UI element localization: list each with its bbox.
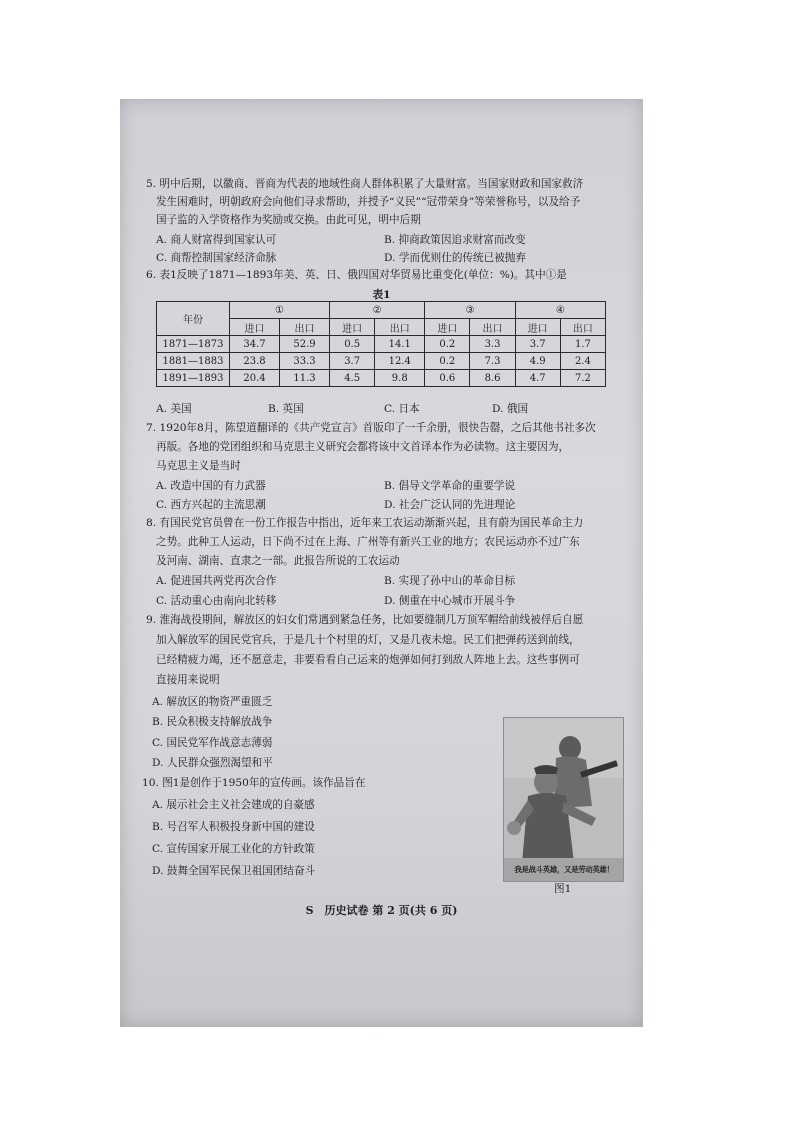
table-cell: 4.7 — [515, 370, 560, 387]
table-cell: 0.5 — [330, 336, 375, 353]
table-cell: 23.8 — [230, 353, 280, 370]
question-10-option-c[interactable]: C. 宣传国家开展工业化的方针政策 — [152, 843, 315, 855]
table-header-row — [157, 302, 606, 319]
trade-table — [156, 301, 606, 387]
table-row — [157, 336, 606, 353]
export-header: 出口 — [560, 319, 605, 336]
question-5-option-a[interactable]: A. 商人财富得到国家认可 — [156, 234, 277, 246]
table-cell: 0.6 — [425, 370, 470, 387]
question-5-line-3: 国子监的入学资格作为奖励或交换。由此可见，明中后期 — [156, 214, 421, 226]
table-cell: 34.7 — [230, 336, 280, 353]
export-header: 出口 — [280, 319, 330, 336]
question-7-option-d[interactable]: D. 社会广泛认同的先进理论 — [384, 499, 516, 511]
poster-caption: 我是战斗英雄，又是劳动英雄！ — [514, 865, 614, 874]
table-cell: 8.6 — [470, 370, 515, 387]
question-6-option-d[interactable]: D. 俄国 — [492, 403, 529, 415]
question-9-line-4: 直接用来说明 — [156, 674, 220, 686]
table-cell: 0.2 — [425, 336, 470, 353]
question-8-option-c[interactable]: C. 活动重心由南向北转移 — [156, 595, 277, 607]
table-cell: 12.4 — [375, 353, 425, 370]
import-header: 进口 — [230, 319, 280, 336]
question-5-option-c[interactable]: C. 商帮控制国家经济命脉 — [156, 252, 277, 264]
question-5-line-2: 发生困难时，明朝政府会向他们寻求帮助，并授予“义民”“冠带荣身”等荣誉称号，以及给予 — [156, 196, 581, 208]
question-9-line-1: 9. 淮海战役期间，解放区的妇女们常遇到紧急任务，比如要缝制几万顶军帽给前线被俘后自愿 — [146, 614, 584, 626]
question-8-option-b[interactable]: B. 实现了孙中山的革命目标 — [384, 575, 516, 587]
table-cell: 9.8 — [375, 370, 425, 387]
question-6-option-b[interactable]: B. 英国 — [268, 403, 304, 415]
propaganda-poster-image — [503, 717, 624, 882]
question-6-option-a[interactable]: A. 美国 — [156, 403, 192, 415]
group-header: ② — [330, 302, 425, 319]
table-cell: 7.3 — [470, 353, 515, 370]
group-header: ④ — [515, 302, 605, 319]
question-7-line-3: 马克思主义是当时 — [156, 460, 241, 472]
import-header: 进口 — [425, 319, 470, 336]
year-cell: 1881—1883 — [157, 353, 230, 370]
question-10-option-d[interactable]: D. 鼓舞全国军民保卫祖国团结奋斗 — [152, 865, 316, 877]
question-9-option-c[interactable]: C. 国民党军作战意志薄弱 — [152, 737, 273, 749]
question-9-line-2: 加入解放军的国民党官兵，于是几十个村里的灯，又是几夜未熄。民工们把弹药送到前线， — [156, 634, 580, 646]
poster-illustration — [504, 718, 623, 881]
import-header: 进口 — [515, 319, 560, 336]
question-8-line-3: 及河南、湖南、直隶之一部。此报告所说的工农运动 — [156, 555, 400, 567]
question-10-stem: 10. 图1是创作于1950年的宣传画。该作品旨在 — [142, 777, 366, 789]
page-footer: S 历史试卷 第 2 页(共 6 页) — [305, 904, 458, 917]
table-caption: 表1 — [372, 289, 391, 301]
group-header: ③ — [425, 302, 515, 319]
question-7-line-1: 7. 1920年8月，陈望道翻译的《共产党宣言》首版印了一千余册，很快告罄，之后其他书社多次 — [146, 422, 596, 434]
question-5-line-1: 5. 明中后期，以徽商、晋商为代表的地域性商人群体积累了大量财富。当国家财政和国家救济 — [146, 178, 584, 190]
question-9-option-d[interactable]: D. 人民群众强烈渴望和平 — [152, 757, 273, 769]
table-cell: 11.3 — [280, 370, 330, 387]
question-9-option-a[interactable]: A. 解放区的物资严重匮乏 — [152, 696, 273, 708]
table-cell: 3.3 — [470, 336, 515, 353]
question-7-option-a[interactable]: A. 改造中国的有力武器 — [156, 480, 266, 492]
table-cell: 4.9 — [515, 353, 560, 370]
question-5-option-b[interactable]: B. 抑商政策因追求财富而改变 — [384, 234, 526, 246]
question-6-option-c[interactable]: C. 日本 — [384, 403, 420, 415]
export-header: 出口 — [375, 319, 425, 336]
table-cell: 52.9 — [280, 336, 330, 353]
table-cell: 1.7 — [560, 336, 605, 353]
question-8-option-a[interactable]: A. 促进国共两党再次合作 — [156, 575, 277, 587]
year-header: 年份 — [157, 302, 230, 336]
question-8-line-1: 8. 有国民党官员曾在一份工作报告中指出，近年来工农运动渐渐兴起，且有蔚为国民革命主力 — [146, 517, 584, 529]
export-header: 出口 — [470, 319, 515, 336]
question-10-option-b[interactable]: B. 号召军人积极投身新中国的建设 — [152, 821, 315, 833]
table-cell: 14.1 — [375, 336, 425, 353]
group-header: ① — [230, 302, 330, 319]
table-row — [157, 370, 606, 387]
question-7-line-2: 再版。各地的党团组织和马克思主义研究会都将该中文首译本作为必读物。这主要因为， — [156, 441, 570, 453]
question-9-option-b[interactable]: B. 民众积极支持解放战争 — [152, 716, 273, 728]
table-cell: 4.5 — [330, 370, 375, 387]
question-8-line-2: 之势。此种工人运动，日下尚不过在上海、广州等有新兴工业的地方；农民运动亦不过广东 — [156, 536, 580, 548]
question-9-line-3: 已经精疲力竭，还不愿意走，非要看看自己运来的炮弹如何打到敌人阵地上去。这些事例可 — [156, 654, 580, 666]
question-8-option-d[interactable]: D. 侧重在中心城市开展斗争 — [384, 595, 516, 607]
question-6-stem: 6. 表1反映了1871—1893年美、英、日、俄四国对华贸易比重变化(单位：%)。其中①是 — [146, 269, 567, 281]
table-cell: 2.4 — [560, 353, 605, 370]
question-7-option-c[interactable]: C. 西方兴起的主流思潮 — [156, 499, 266, 511]
table-cell: 3.7 — [515, 336, 560, 353]
table-row — [157, 353, 606, 370]
question-7-option-b[interactable]: B. 倡导文学革命的重要学说 — [384, 480, 516, 492]
import-header: 进口 — [330, 319, 375, 336]
table-cell: 3.7 — [330, 353, 375, 370]
year-cell: 1891—1893 — [157, 370, 230, 387]
exam-page — [120, 99, 643, 1027]
table-cell: 33.3 — [280, 353, 330, 370]
question-10-option-a[interactable]: A. 展示社会主义社会建成的自豪感 — [152, 799, 315, 811]
table-cell: 0.2 — [425, 353, 470, 370]
table-cell: 20.4 — [230, 370, 280, 387]
figure-label: 图1 — [554, 883, 572, 895]
year-cell: 1871—1873 — [157, 336, 230, 353]
question-5-option-d[interactable]: D. 学而优则仕的传统已被抛弃 — [384, 252, 526, 264]
table-cell: 7.2 — [560, 370, 605, 387]
